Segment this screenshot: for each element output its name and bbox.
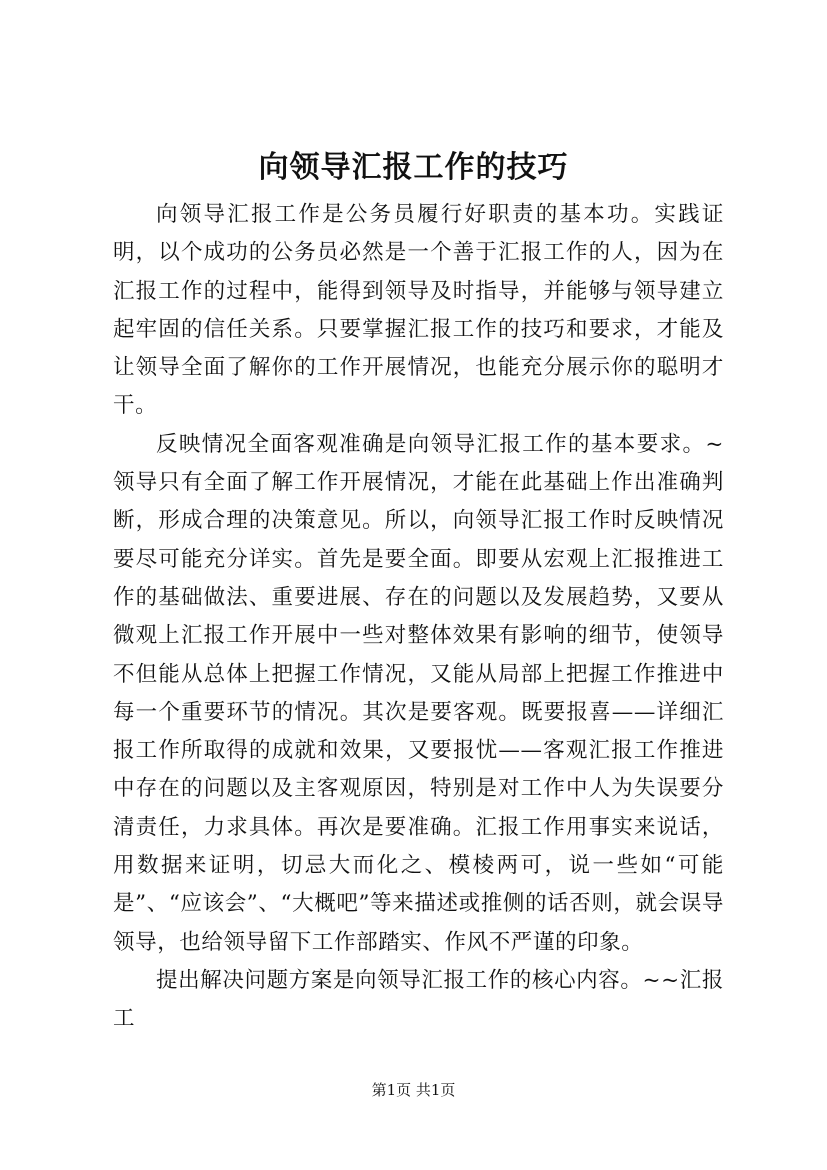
paragraph: 向领导汇报工作是公务员履行好职责的基本功。实践证明，以个成功的公务员必然是一个善于汇报工作的人，因为在汇报工作的过程中，能得到领导及时指导，并能够与领导建立起牢固的信任关系。只要掌握汇报工作的技巧和要求，才能及让领导全面了解你的工作开展情况，也能充分展示你的聪明才干。 xyxy=(113,202,724,419)
paragraph: 反映情况全面客观准确是向领导汇报工作的基本要求。~领导只有全面了解工作开展情况，才能在此基础上作出准确判断，形成合理的决策意见。所以，向领导汇报工作时反映情况要尽可能充分详实。首先是要全面。即要从宏观上汇报推进工作的基础做法、重要进展、存在的问题以及发展趋势，又要从微观上汇报工作开展中一些对整体效果有影响的细节，使领导不但能从总体上把握工作情况，又能从局部上把握工作推进中每一个重要环节的情况。其次是要客观。既要报喜——详细汇报工作所取得的成就和效果，又要报忧——客观汇报工作推进中存在的问题以及主客观原因，特别是对工作中人为失误要分清责任，力求具体。再次是要准确。汇报工作用事实来说话，用数据来证明，切忌大而化之、模棱两可，说一些如“可能是”、“应该会”、“大概吧”等来描述或推侧的话否则，就会误导领导，也给领导留下工作部踏实、作风不严谨的印象。 xyxy=(113,431,724,955)
paragraph: 提出解决问题方案是向领导汇报工作的核心内容。~~汇报工 xyxy=(113,967,724,1032)
document-body xyxy=(113,196,724,1039)
document-title: 向领导汇报工作的技巧 xyxy=(258,150,569,185)
page-number-footer: 第1页 共1页 xyxy=(371,1081,456,1099)
